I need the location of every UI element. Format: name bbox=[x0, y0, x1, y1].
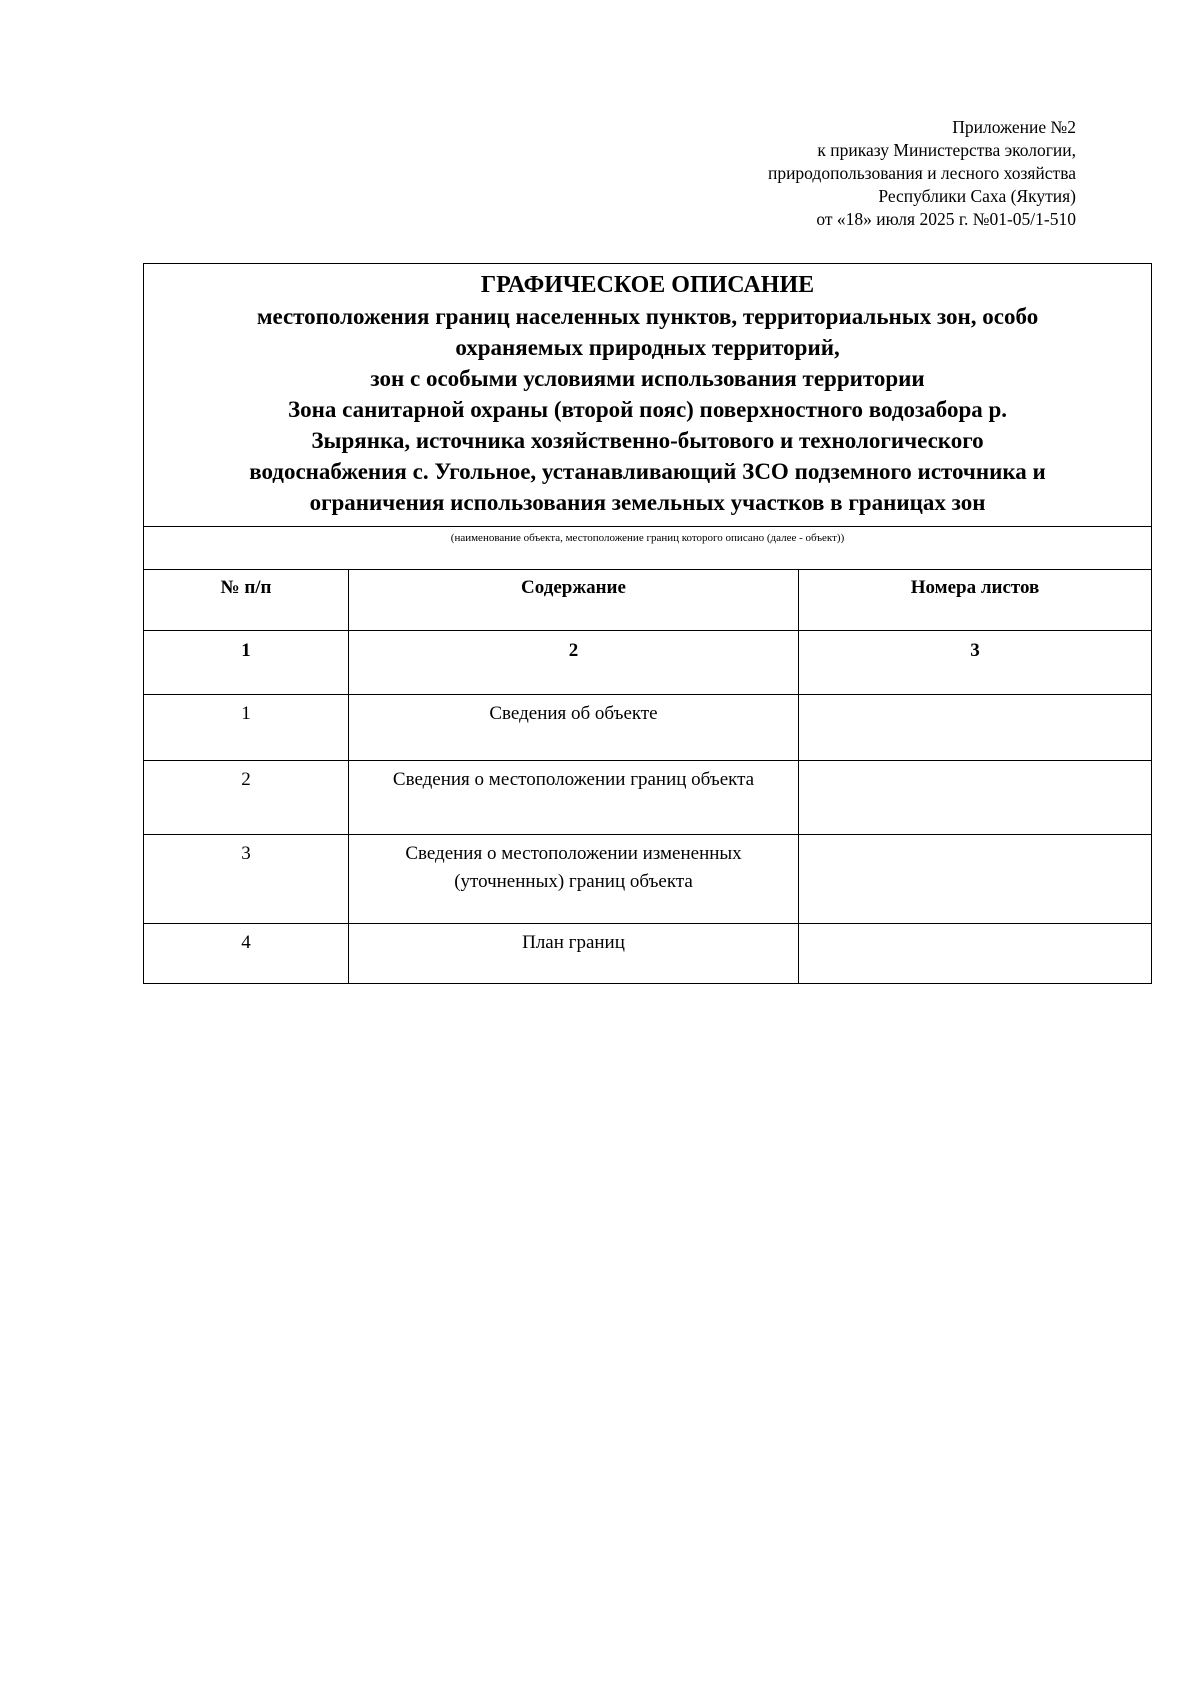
row-content: Сведения о местоположении границ объекта bbox=[349, 761, 799, 835]
title-line: зон с особыми условиями использования территории bbox=[370, 366, 925, 391]
column-number: 3 bbox=[799, 631, 1152, 695]
object-note: (наименование объекта, местоположение границ которого описано (далее - объект)) bbox=[144, 527, 1152, 570]
row-content: Сведения об объекте bbox=[349, 695, 799, 761]
title-cell bbox=[144, 264, 1152, 527]
appendix-line: к приказу Министерства экологии, bbox=[817, 140, 1076, 160]
graphic-description-table bbox=[143, 263, 1152, 984]
row-number: 1 bbox=[144, 695, 349, 761]
title-row bbox=[144, 264, 1152, 527]
table-row bbox=[144, 695, 1152, 761]
note-row bbox=[144, 527, 1152, 570]
column-number-row bbox=[144, 631, 1152, 695]
title-line: Зона санитарной охраны (второй пояс) поверхностного водозабора р. bbox=[287, 397, 1008, 422]
row-content: Сведения о местоположении измененных (уточненных) границ объекта bbox=[349, 835, 799, 924]
appendix-block bbox=[516, 116, 1076, 231]
table-row bbox=[144, 924, 1152, 984]
appendix-line: Республики Саха (Якутия) bbox=[878, 186, 1076, 206]
title-line: ограничения использования земельных участков в границах зон bbox=[309, 490, 986, 515]
document-title: ГРАФИЧЕСКОЕ ОПИСАНИЕ bbox=[480, 272, 815, 298]
header-content: Содержание bbox=[349, 570, 799, 631]
column-number: 2 bbox=[349, 631, 799, 695]
appendix-line: природопользования и лесного хозяйства bbox=[767, 163, 1076, 183]
title-line: Зырянка, источника хозяйственно-бытового и технологического bbox=[311, 428, 984, 453]
appendix-line: Приложение №2 bbox=[952, 117, 1076, 137]
table-row bbox=[144, 761, 1152, 835]
title-line: водоснабжения с. Угольное, устанавливающий ЗСО подземного источника и bbox=[249, 459, 1046, 484]
row-number: 4 bbox=[144, 924, 349, 984]
header-row bbox=[144, 570, 1152, 631]
row-sheets bbox=[799, 924, 1152, 984]
title-line: охраняемых природных территорий, bbox=[455, 335, 840, 360]
title-line: местоположения границ населенных пунктов, территориальных зон, особо bbox=[256, 304, 1039, 329]
row-sheets bbox=[799, 695, 1152, 761]
column-number: 1 bbox=[144, 631, 349, 695]
table-row bbox=[144, 835, 1152, 924]
header-sheets: Номера листов bbox=[799, 570, 1152, 631]
row-content: План границ bbox=[349, 924, 799, 984]
row-sheets bbox=[799, 835, 1152, 924]
appendix-line: от «18» июля 2025 г. №01-05/1-510 bbox=[816, 209, 1076, 229]
row-number: 2 bbox=[144, 761, 349, 835]
row-sheets bbox=[799, 761, 1152, 835]
header-number: № п/п bbox=[144, 570, 349, 631]
row-number: 3 bbox=[144, 835, 349, 924]
